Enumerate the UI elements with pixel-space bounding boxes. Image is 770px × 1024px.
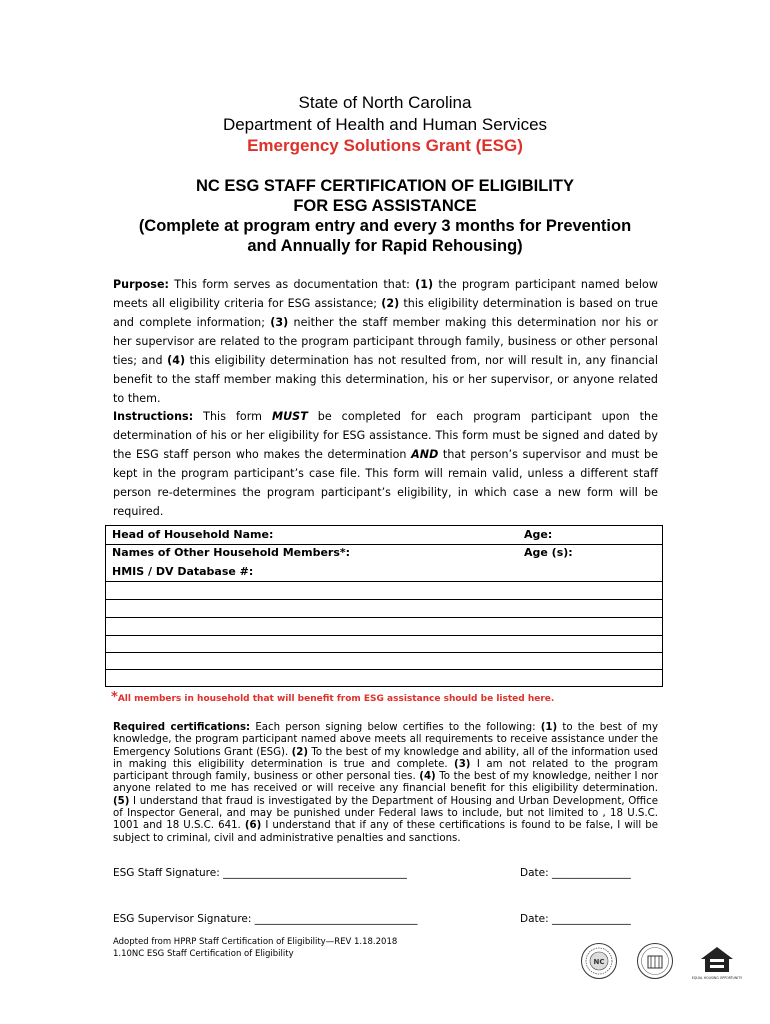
hmis-label: HMIS / DV Database #: (112, 565, 254, 578)
supervisor-signature-line[interactable]: ESG Supervisor Signature: _______________________________ (113, 913, 418, 925)
footer-form-id: 1.10NC ESG Staff Certification of Eligibility (113, 949, 294, 959)
purpose-num: (2) (381, 297, 400, 310)
household-blank-row[interactable] (106, 617, 662, 636)
form-title-line-1: NC ESG STAFF CERTIFICATION OF ELIGIBILITY (196, 177, 574, 195)
purpose-num: (3) (270, 316, 289, 329)
cert-num: (3) (454, 758, 471, 770)
household-note (111, 690, 554, 705)
purpose-text: the program participant named below meets all eligibility criteria for ESG assistance; (113, 278, 658, 310)
hmis-row[interactable] (106, 563, 662, 582)
head-of-household-label: Head of Household Name: (112, 528, 274, 541)
instructions-text: that person’s supervisor and must be kept in the program participant’s case file. This form will remain valid, unless a different staff person re-determines the program participant’s eligibility, in which case a new form will be required. (113, 448, 658, 518)
household-blank-row[interactable] (106, 652, 662, 670)
household-blank-row[interactable] (106, 599, 662, 618)
cert-text: Each person signing below certifies to the following: (250, 722, 541, 733)
note-text: All members in household that will benefit from ESG assistance should be listed here. (117, 694, 555, 704)
form-title-line-3: (Complete at program entry and every 3 months for Prevention (138, 217, 632, 235)
cert-text: To the best of my knowledge, neither I nor anyone related to me has received or will receive any financial benefit for this eligibility determination. (113, 771, 659, 795)
supervisor-date-line[interactable]: Date: _______________ (520, 913, 631, 925)
household-members-row[interactable] (106, 544, 662, 562)
instructions-text: This form (193, 410, 272, 423)
equal-housing-icon (691, 942, 743, 980)
certifications-label: Required certifications: (113, 722, 251, 733)
svg-text:EQUAL HOUSING OPPORTUNITY: EQUAL HOUSING OPPORTUNITY (691, 976, 743, 980)
purpose-text: This form serves as documentation that: (169, 278, 416, 291)
household-blank-row[interactable] (106, 581, 662, 600)
purpose-label: Purpose: (113, 278, 170, 291)
form-title (0, 176, 770, 256)
state-heading: State of North Carolina (298, 93, 472, 112)
purpose-paragraph (113, 275, 658, 408)
hud-seal-icon (636, 942, 674, 980)
purpose-num: (4) (167, 354, 186, 367)
household-table (105, 525, 663, 687)
cert-text: To the best of my knowledge and ability, all of the information used in making this eligibility determination is true and complete. (113, 746, 659, 770)
and-emphasis: AND (411, 448, 439, 461)
cert-num: (2) (291, 746, 309, 758)
cert-num: (1) (540, 722, 558, 733)
footer-revision: Adopted from HPRP Staff Certification of Eligibility—REV 1.18.2018 (113, 937, 398, 947)
purpose-num: (1) (415, 278, 434, 291)
cert-num: (4) (419, 771, 436, 783)
cert-text: I am not related to the program participant through family, business or other personal ties. (113, 758, 658, 783)
purpose-text: neither the staff member making this determination nor his or her supervisor are related to the program participant through family, business or other personal ties; and (113, 316, 658, 367)
household-blank-row[interactable] (106, 635, 662, 653)
must-emphasis: MUST (272, 410, 308, 423)
household-members-label: Names of Other Household Members*: (112, 546, 351, 559)
age-label: Age: (524, 528, 553, 541)
svg-text:NC: NC (593, 958, 605, 966)
certifications-paragraph (113, 722, 658, 845)
staff-signature-line[interactable]: ESG Staff Signature: ___________________________________ (113, 867, 407, 879)
instructions-label: Instructions: (113, 410, 194, 423)
cert-text: I understand that if any of these certifications is found to be false, I will be subject to criminal, civil and administrative penalties and sanctions. (113, 820, 658, 844)
staff-date-line[interactable]: Date: _______________ (520, 867, 631, 879)
head-of-household-row[interactable] (106, 526, 662, 545)
nc-state-seal-icon (580, 942, 618, 980)
purpose-text: this eligibility determination is based on true and complete information; (113, 297, 658, 329)
purpose-text: this eligibility determination has not resulted from, nor will result in, any financial benefit to the staff member making this determination, his or her supervisor, or anyone related to them. (113, 354, 658, 405)
note-asterisk: * (111, 690, 118, 705)
instructions-text: be completed for each program participant upon the determination of his or her eligibility for ESG assistance. This form must be signed and dated by the ESG staff person who makes the determination (113, 410, 658, 461)
department-heading: Department of Health and Human Services (222, 115, 548, 134)
form-title-line-2: FOR ESG ASSISTANCE (293, 197, 477, 215)
cert-num: (5) (113, 795, 130, 807)
cert-num: (6) (244, 820, 262, 832)
cert-text: I understand that fraud is investigated by the Department of Housing and Urban Development, Office of Inspector General, and may be punished under Federal laws to include, but not limited to , 18 U.S.C. 1001 and 18 U.S.C. 641. (113, 795, 658, 832)
program-heading: Emergency Solutions Grant (ESG) (247, 136, 523, 155)
instructions-paragraph (113, 407, 658, 521)
form-title-line-4: and Annually for Rapid Rehousing) (247, 237, 523, 255)
ages-label: Age (s): (524, 546, 573, 559)
cert-text: to the best of my knowledge, the program participant named above meets all requirements to receive assistance under the Emergency Solutions Grant (ESG). (113, 722, 658, 758)
